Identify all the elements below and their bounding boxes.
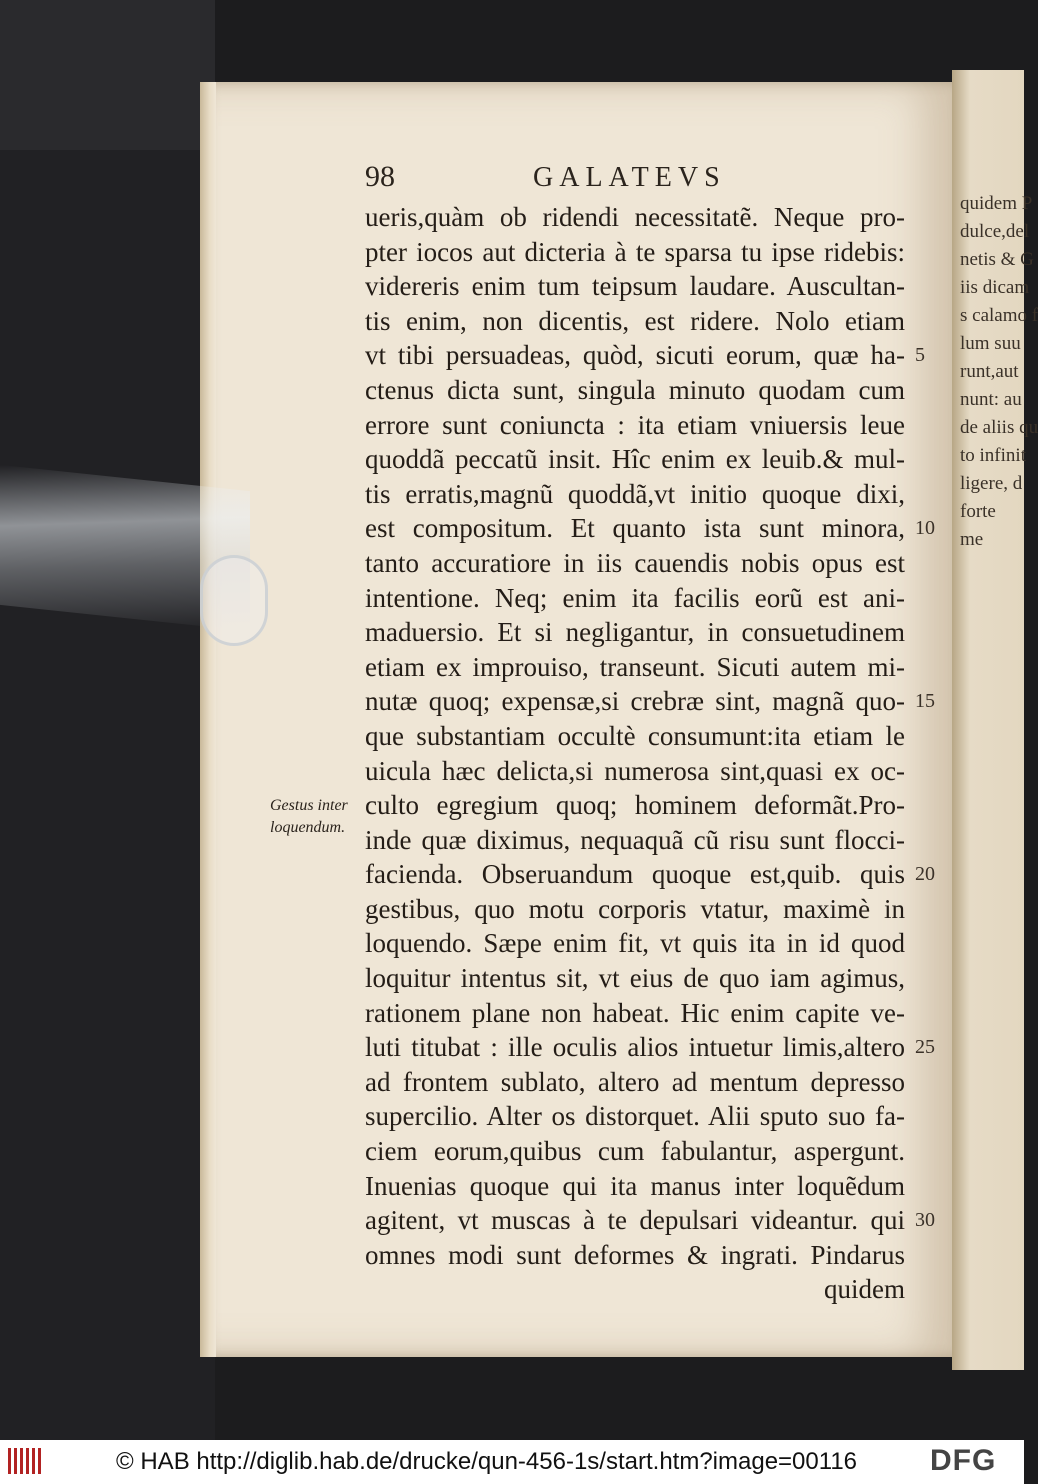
text-line: ueris,quàm ob ridendi necessitatẽ. Neque pro-: [365, 202, 905, 232]
text-line: loquendo. Sæpe enim fit, vt quis ita in id quod: [365, 928, 905, 959]
text-line: ad frontem sublato, altero ad mentum depresso: [365, 1066, 905, 1097]
facing-page-line: de aliis qu: [960, 417, 1038, 438]
text-line: pter iocos aut dicteria à te sparsa tu ipse ridebis:: [365, 236, 905, 267]
dfg-logo: DFG: [930, 1444, 997, 1477]
text-line: gestibus, quo motu corporis vtatur, maximè in: [365, 893, 905, 924]
facing-page-line: me: [960, 529, 984, 550]
facing-page-line: runt,aut: [960, 361, 1019, 382]
facing-page-line: iis dicam: [960, 277, 1030, 298]
running-title: GALATEVS: [533, 162, 726, 193]
text-line: maduersio. Et si negligantur, in consuetudinem: [365, 617, 905, 648]
copyright-url[interactable]: © HAB http://diglib.hab.de/drucke/qun-456-1s/start.htm?image=00116: [116, 1448, 858, 1475]
text-line: luti titubat : ille oculis alios intuetur limis,altero: [365, 1032, 905, 1063]
background-strip: [0, 150, 215, 1440]
text-line: etiam ex improuiso, transeunt. Sicuti autem mi-: [365, 651, 905, 682]
text-line: ciem eorum,quibus cum fabulantur, aspergunt.: [365, 1136, 905, 1167]
text-line: tanto accuratiore in iis cauendis nobis opus est: [365, 547, 905, 578]
facing-page-line: to infinit: [960, 445, 1026, 466]
line-number: 15: [915, 690, 935, 713]
text-line: omnes modi sunt deformes & ingrati. Pindarus: [365, 1239, 905, 1270]
facing-page-line: s calamo f: [960, 305, 1038, 326]
facing-page-line: ligere, d: [960, 473, 1023, 494]
marginal-note-line: loquendum.: [270, 819, 346, 836]
facing-page-text: [960, 190, 1038, 554]
text-line: est compositum. Et quanto ista sunt minora,: [365, 513, 905, 544]
line-number: 10: [915, 517, 935, 540]
line-number: 20: [915, 863, 935, 886]
text-line: inde quæ diximus, nequaquã cũ risu sunt flocci-: [365, 824, 905, 855]
text-line: rationem plane non habeat. Hic enim capite ve-: [365, 997, 905, 1028]
text-line: Inuenias quoque qui ita manus inter loquẽdum: [365, 1170, 905, 1201]
marginal-note-line: Gestus inter: [270, 797, 348, 814]
barcode-icon: [8, 1448, 44, 1474]
body-text: [365, 200, 905, 1307]
footer-bar: [0, 1440, 1024, 1484]
text-line: intentione. Neq; enim ita facilis eorũ est ani-: [365, 582, 905, 613]
line-number: 5: [915, 344, 925, 367]
facing-page-line: quidem P: [960, 193, 1033, 214]
text-line: tis erratis,magnũ quoddã,vt initio quoque dixi,: [365, 478, 905, 509]
facing-page-line: forte: [960, 501, 996, 522]
text-line: errore sunt coniuncta : ita etiam vniuersis leue: [365, 409, 905, 440]
text-line: ctenus dicta sunt, singula minuto quodam cum: [365, 374, 905, 405]
text-line: videreris enim tum teipsum laudare. Auscultan-: [365, 271, 905, 302]
text-line: uicula hæc delicta,si numerosa sint,quasi ex oc-: [365, 755, 905, 786]
text-line: quoddã peccatũ insit. Hîc enim ex leuib.& mul-: [365, 444, 905, 475]
facing-page-line: netis & G: [960, 249, 1034, 270]
text-line: agitent, vt muscas à te depulsari videantur. qui: [365, 1205, 905, 1236]
page-header: [365, 160, 885, 196]
facing-page-line: dulce,del: [960, 221, 1030, 242]
marginal-note: [270, 795, 348, 839]
text-line: vt tibi persuadeas, quòd, sicuti eorum, quæ ha-: [365, 340, 905, 371]
text-line: facienda. Obseruandum quoque est,quib. quis: [365, 859, 905, 890]
text-line: loquitur intentus sit, vt eius de quo iam agimus,: [365, 963, 905, 994]
text-line: nutæ quoq; expensæ,si crebræ sint, magnã quo-: [365, 686, 905, 717]
line-number: 30: [915, 1209, 935, 1232]
line-number: 25: [915, 1036, 935, 1059]
text-line: que substantiam occultè consumunt:ita etiam le: [365, 720, 905, 751]
catchword: quidem: [824, 1274, 905, 1305]
text-line: culto egregium quoq; hominem deformãt.Pro-: [365, 790, 905, 821]
bookmark-clip: [200, 555, 268, 646]
page-number: 98: [365, 160, 395, 193]
page-gutter: [200, 82, 216, 1357]
facing-page-line: lum suu: [960, 333, 1021, 354]
text-line: supercilio. Alter os distorquet. Alii sputo suo fa-: [365, 1101, 905, 1132]
text-line: tis enim, non dicentis, est ridere. Nolo etiam: [365, 305, 905, 336]
facing-page-line: nunt: au: [960, 389, 1022, 410]
